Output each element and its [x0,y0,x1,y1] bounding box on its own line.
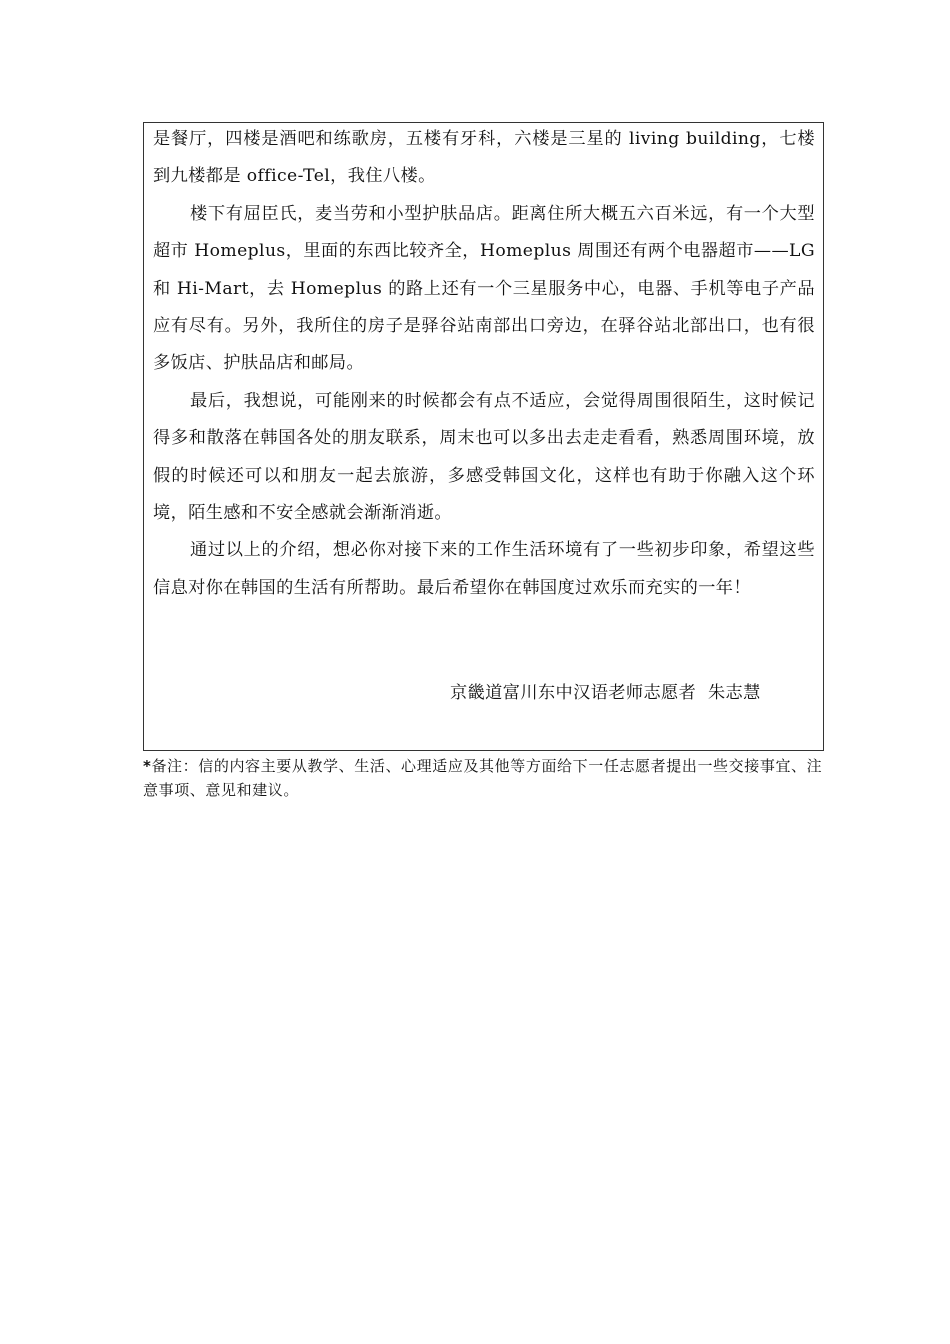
footnote [143,754,824,802]
letter-signature: 京畿道富川东中汉语老师志愿者 朱志慧 [450,683,761,703]
letter-paragraph-4: 通过以上的介绍，想必你对接下来的工作生活环境有了一些初步印象，希望这些信息对你在韩国的生活有所帮助。最后希望你在韩国度过欢乐而充实的一年！ [153,540,815,598]
letter-paragraph-3: 最后，我想说，可能刚来的时候都会有点不适应，会觉得周围很陌生，这时候记得多和散落在韩国各处的朋友联系，周末也可以多出去走走看看，熟悉周围环境，放假的时候还可以和朋友一起去旅游，多感受韩国文化，这样也有助于你融入这个环境，陌生感和不安全感就会渐渐消逝。 [153,390,815,524]
letter-paragraph-2: 楼下有屈臣氏，麦当劳和小型护肤品店。距离住所大概五六百米远，有一个大型超市 Homeplus，里面的东西比较齐全，Homeplus 周围还有两个电器超市——LG 和 Hi-Mart，去 Homeplus 的路上还有一个三星服务中心，电器、手机等电子产品应有尽有。另外，我所住的房子是驿谷站南部出口旁边，在驿谷站北部出口，也有很多饭店、护肤品店和邮局。 [153,203,815,374]
letter-paragraph-1: 是餐厅，四楼是酒吧和练歌房，五楼有牙科，六楼是三星的 living building，七楼到九楼都是 office-Tel，我住八楼。 [153,129,815,187]
footnote-text: 备注：信的内容主要从教学、生活、心理适应及其他等方面给下一任志愿者提出一些交接事宜、注意事项、意见和建议。 [143,757,823,799]
letter-box [143,122,824,751]
footnote-asterisk: * [143,757,152,775]
